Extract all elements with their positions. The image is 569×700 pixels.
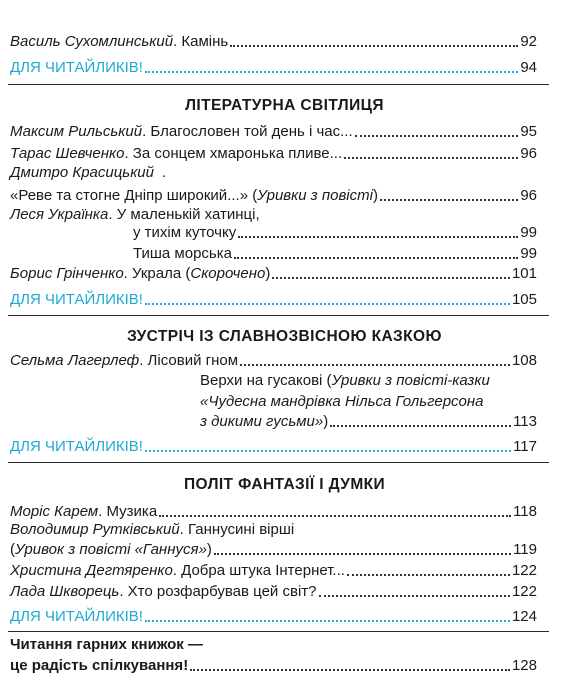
entry-page: 96 bbox=[520, 187, 537, 204]
entry-author: Володимир Рутківський bbox=[10, 521, 180, 538]
entry-title: Хто розфарбував цей світ? bbox=[127, 583, 317, 600]
entry-page: 108 bbox=[511, 352, 537, 369]
entry-page: 105 bbox=[511, 291, 537, 308]
toc-entry[interactable] bbox=[0, 222, 537, 242]
entry-title: Верхи на гусакові bbox=[200, 372, 323, 389]
section-title: ЗУСТРІЧ ІЗ СЛАВНОЗВІСНОЮ КАЗКОЮ bbox=[127, 328, 442, 345]
entry-title: Музика bbox=[106, 503, 158, 520]
leader-dots bbox=[380, 199, 518, 201]
entry-author: Моріс Карем bbox=[10, 503, 99, 520]
entry-page: 95 bbox=[520, 123, 537, 140]
entry-page: 117 bbox=[513, 438, 537, 455]
leader-dots bbox=[330, 425, 511, 427]
toc-entry[interactable]: Лада Шкворець . Хто розфарбував цей світ? 122 bbox=[10, 583, 537, 600]
entry-author: Максим Рильський bbox=[10, 123, 143, 140]
entry-title: Добра штука Інтернет... bbox=[181, 562, 345, 579]
entry-page: 92 bbox=[520, 33, 537, 50]
entry-author: Леся Українка bbox=[10, 206, 109, 223]
entry-title: ДЛЯ ЧИТАЙЛИКІВ! bbox=[10, 291, 143, 308]
entry-author: Тарас Шевченко bbox=[10, 145, 125, 162]
leader-dots bbox=[347, 574, 510, 576]
toc-entry-head[interactable]: Леся Українка. У маленькій хатинці, bbox=[10, 206, 260, 223]
entry-page: 124 bbox=[511, 608, 537, 625]
entry-title-cont: у тихім куточку bbox=[133, 224, 237, 241]
entry-page: 118 bbox=[513, 503, 537, 520]
leader-dots bbox=[190, 669, 510, 671]
toc-entry[interactable]: Борис Грінченко . Украла ( Скорочено ) 101 bbox=[10, 265, 537, 282]
toc-entry[interactable]: ( Уривок з повісті «Ганнуся» ) 119 bbox=[10, 541, 537, 558]
toc-entry[interactable]: «Реве та стогне Дніпр широкий...» ( Уривки з повісті ) 96 bbox=[10, 187, 537, 204]
entry-title: Камінь bbox=[181, 33, 229, 50]
leader-dots bbox=[234, 257, 518, 259]
section-title: ПОЛІТ ФАНТАЗІЇ І ДУМКИ bbox=[183, 476, 386, 493]
entry-title: ДЛЯ ЧИТАЙЛИКІВ! bbox=[10, 59, 143, 76]
entry-author: Христина Дегтяренко bbox=[10, 562, 173, 579]
entry-page: 101 bbox=[511, 265, 537, 282]
toc-entry-readers[interactable] bbox=[10, 57, 537, 77]
leader-dots bbox=[230, 45, 518, 47]
entry-author: Дмитро Красицький bbox=[10, 164, 154, 181]
entry-page: 94 bbox=[520, 59, 537, 76]
leader-dots bbox=[319, 595, 510, 597]
entry-page: 99 bbox=[520, 245, 537, 262]
entry-note-cont: «Чудесна мандрівка Нільса Гольгерсона bbox=[200, 393, 484, 410]
section-divider bbox=[8, 631, 549, 632]
entry-page: 122 bbox=[511, 562, 537, 579]
entry-title: Лісовий гном bbox=[147, 352, 239, 369]
entry-title: Украла bbox=[132, 265, 182, 282]
final-title-line2: це радість спілкування! bbox=[10, 657, 189, 674]
entry-note: Уривок з повісті «Ганнуся» bbox=[15, 541, 207, 558]
toc-entry-readers[interactable] bbox=[10, 606, 537, 626]
entry-note-end: з дикими гусьми» bbox=[200, 413, 324, 430]
toc-entry-head[interactable]: Верхи на гусакові (Уривки з повісті-казки bbox=[200, 372, 490, 389]
section-divider bbox=[8, 462, 549, 463]
table-of-contents: Василь Сухомлинський . Камінь 92 ДЛЯ ЧИТАЙЛИКІВ! 94 ЛІТЕРАТУРНА СВІТЛИЦЯ Максим Рильський . Благословен той день і час... 95 Тарас Шевченко . За сонцем хмаронька пливе... 96 Дмитро Красицький . «Реве та стогне Дніпр широкий...» ( Уривки з повісті ) 96 Леся Українка. У маленькій хатинці, у тихім куточку 99 Тиша морська 99 Борис Грінченко . Украла ( Скорочено ) 101 ДЛЯ ЧИТАЙЛИКІВ! 105 ЗУСТРІЧ ІЗ СЛАВНОЗВІСНОЮ КАЗКОЮ Сельма Лагерлеф . Лісовий гном 108 Верхи на гусакові (Уривки з повісті-казки «Чудесна мандрівка Нільса Гольгерсона з дикими гусьми» ) 113 ДЛЯ ЧИТАЙЛИКІВ! 117 ПОЛІТ ФАНТАЗІЇ І ДУМКИ Моріс Карем . Музика 118 Володимир Рутківський. Ганнусині вірші ( Уривок з повісті «Ганнуся» ) 119 Христина Дегтяренко . Добра штука Інтернет... 122 Лада Шкворець . Хто розфарбував цей світ? 122 ДЛЯ ЧИТАЙЛИКІВ! 124 Читання гарних книжок — це радість спілкування! 128 bbox=[0, 0, 569, 700]
toc-entry[interactable] bbox=[0, 243, 537, 263]
toc-entry[interactable]: Сельма Лагерлеф . Лісовий гном 108 bbox=[10, 352, 537, 369]
entry-page: 128 bbox=[511, 657, 537, 674]
entry-page: 113 bbox=[513, 413, 537, 430]
entry-title: Тиша морська bbox=[133, 245, 232, 262]
leader-dots bbox=[145, 71, 518, 73]
toc-entry-readers[interactable] bbox=[10, 436, 537, 456]
toc-entry-head[interactable]: Володимир Рутківський. Ганнусині вірші bbox=[10, 521, 295, 538]
leader-dots bbox=[214, 553, 511, 555]
leader-dots bbox=[145, 450, 511, 452]
leader-dots bbox=[145, 303, 510, 305]
toc-entry[interactable]: Тарас Шевченко . За сонцем хмаронька пливе... 96 bbox=[10, 145, 537, 162]
entry-author: Василь Сухомлинський bbox=[10, 33, 174, 50]
toc-entry-readers[interactable] bbox=[10, 289, 537, 309]
entry-author: Сельма Лагерлеф bbox=[10, 352, 140, 369]
entry-author: Лада Шкворець bbox=[10, 583, 120, 600]
entry-page: 99 bbox=[520, 224, 537, 241]
section-title: ЛІТЕРАТУРНА СВІТЛИЦЯ bbox=[185, 97, 384, 114]
leader-dots bbox=[240, 364, 510, 366]
entry-title: ДЛЯ ЧИТАЙЛИКІВ! bbox=[10, 438, 143, 455]
toc-entry[interactable]: Моріс Карем . Музика 118 bbox=[10, 503, 537, 520]
toc-entry[interactable]: з дикими гусьми» ) 113 bbox=[200, 413, 537, 430]
entry-title: ДЛЯ ЧИТАЙЛИКІВ! bbox=[10, 608, 143, 625]
entry-author: Борис Грінченко bbox=[10, 265, 124, 282]
entry-title: Благословен той день і час... bbox=[150, 123, 353, 140]
entry-page: 96 bbox=[520, 145, 537, 162]
leader-dots bbox=[272, 277, 510, 279]
leader-dots bbox=[145, 620, 510, 622]
leader-dots bbox=[355, 135, 519, 137]
final-title-line1: Читання гарних книжок — bbox=[10, 636, 203, 653]
entry-title: За сонцем хмаронька пливе... bbox=[132, 145, 343, 162]
entry-note: Скорочено bbox=[190, 265, 266, 282]
leader-dots bbox=[344, 157, 518, 159]
entry-page: 122 bbox=[511, 583, 537, 600]
entry-title: У маленькій хатинці, bbox=[116, 206, 260, 223]
leader-dots bbox=[159, 515, 511, 517]
toc-entry[interactable]: Христина Дегтяренко . Добра штука Інтернет... 122 bbox=[10, 562, 537, 579]
toc-entry[interactable]: Василь Сухомлинський . Камінь 92 bbox=[10, 33, 537, 50]
toc-entry[interactable]: Максим Рильський . Благословен той день і час... 95 bbox=[10, 123, 537, 140]
leader-dots bbox=[238, 236, 518, 238]
entry-title: «Реве та стогне Дніпр широкий...» bbox=[10, 187, 249, 204]
section-divider bbox=[8, 315, 549, 316]
entry-note: Уривки з повісті bbox=[257, 187, 373, 204]
section-divider bbox=[8, 84, 549, 85]
entry-page: 119 bbox=[513, 541, 537, 558]
entry-note: Уривки з повісті-казки bbox=[331, 372, 490, 389]
toc-entry-final[interactable] bbox=[10, 655, 537, 675]
entry-title: Ганнусині вірші bbox=[188, 521, 295, 538]
